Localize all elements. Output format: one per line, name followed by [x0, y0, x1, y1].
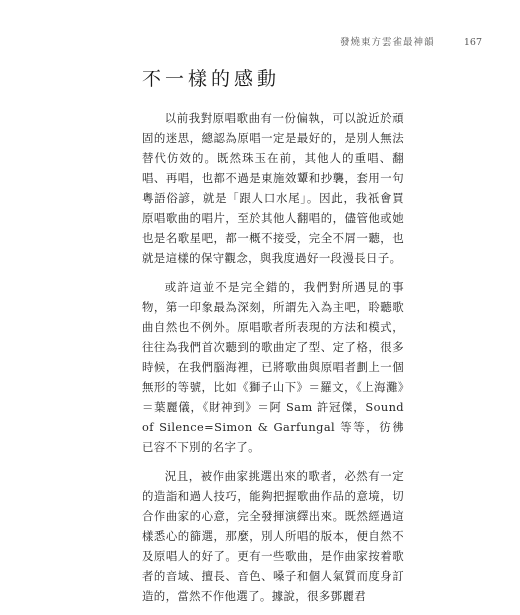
paragraph: 以前我對原唱歌曲有一份偏執，可以說近於頑固的迷思，總認為原唱一定是最好的，是別人無法替代仿效的。既然珠玉在前，其他人的重唱、翻唱、再唱，也都不過是東施效顰和抄襲，套用一句粵語俗諺，就是「跟人口水尾」。因此，我祇會買原唱歌曲的唱片，至於其他人翻唱的，儘管他或她也是名歌星吧，都一概不接受，完全不屑一聽，也就是這樣的保守觀念，與我度過好一段漫長日子。 [142, 111, 404, 265]
chapter-title: 不一樣的感動 [142, 68, 281, 90]
running-title: 發燒東方雲雀最神韻 [340, 37, 435, 48]
running-head [340, 34, 482, 48]
paragraph: 或許這並不是完全錯的，我們對所遇見的事物，第一印象最為深刻，所謂先入為主吧，聆聽歌曲自然也不例外。原唱歌者所表現的方法和模式，往往為我們首次聽到的歌曲定了型、定了格，很多時候，在我們腦海裡，已將歌曲與原唱者劃上一個無形的等號，比如《獅子山下》＝羅文，《上海灘》＝葉麗儀，《財神到》＝阿 Sam 許冠傑，Sound of Silence=Simon & Garfungal 等等，彷彿已容不下別的名字了。 [142, 280, 404, 454]
paragraph: 況且，被作曲家挑選出來的歌者，必然有一定的造詣和過人技巧，能夠把握歌曲作品的意境，切合作曲家的心意，完全發揮演繹出來。既然經過這樣悉心的篩選，那麼，別人所唱的版本，便自然不及原唱人的好了。更有一些歌曲，是作曲家按着歌者的音域、擅長、音色、嗓子和個人氣質而度身訂造的，當然不作他選了。據說，很多鄧麗君 [142, 469, 404, 603]
page-number: 167 [463, 37, 482, 48]
body-text [142, 108, 404, 615]
